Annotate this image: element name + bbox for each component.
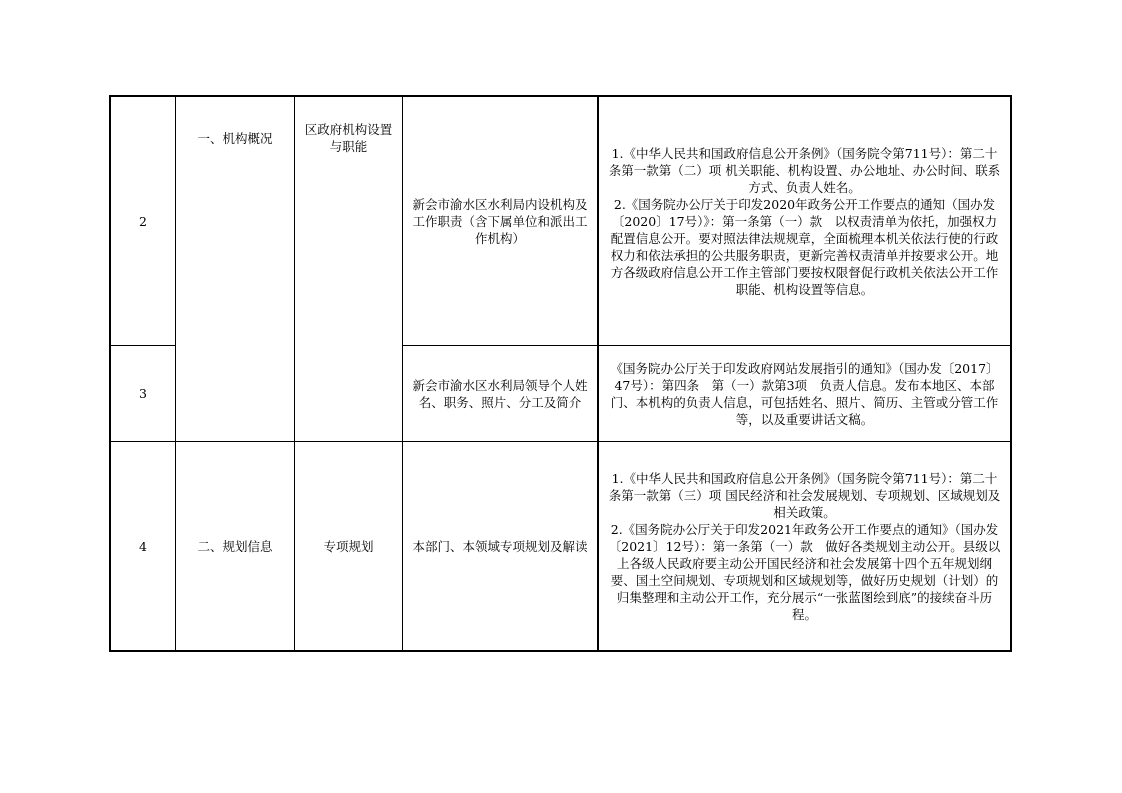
item-cell: 新会市渝水区水利局内设机构及工作职责（含下属单位和派出工作机构） — [412, 196, 588, 246]
table-border-right — [1010, 95, 1012, 652]
basis-cell: 《国务院办公厅关于印发政府网站发展指引的通知》（国办发〔2017〕47号）：第四条 第（一）款第3项 负责人信息。发布本地区、本部门、本机构的负责人信息，可包括姓名、照片、简历、主管或分管工作等，以及重要讲话文稿。 — [610, 360, 999, 427]
row-number: 3 — [139, 386, 147, 401]
category-cell: 一、机构概况 — [197, 131, 273, 146]
subcategory-cell: 专项规划 — [323, 538, 374, 554]
category-cell: 二、规划信息 — [197, 538, 273, 554]
item-cell: 新会市渝水区水利局领导个人姓名、职务、照片、分工及简介 — [412, 377, 588, 410]
subcategory-cell: 区政府机构设置与职能 — [304, 122, 393, 154]
row-number: 2 — [139, 213, 147, 229]
table-border-bottom — [109, 650, 1012, 652]
basis-cell: 1.《中华人民共和国政府信息公开条例》（国务院令第711号）：第二十条第一款第（三）项 国民经济和社会发展规划、专项规划、区域规划及相关政策。 2.《国务院办公厅关于印发2021年政务公开工作要点的通知》（国办发〔2021〕12号）：第一条第（一）款 做好各类规划主动公开。县级以上各级人民政府要主动公开国民经济和社会发展第十四个五年规划纲要、国土空间规划、专项规划和区域规划等，做好历史规划（计划）的归集整理和主动公开工作，充分展示“一张蓝图绘到底”的接续奋斗历程。 — [608, 470, 1001, 622]
row-number: 4 — [139, 538, 147, 554]
basis-cell: 1.《中华人民共和国政府信息公开条例》（国务院令第711号）：第二十条第一款第（二）项 机关职能、机构设置、办公地址、办公时间、联系方式、负责人姓名。 2.《国务院办公厅关于印发2020年政务公开工作要点的通知（国办发〔2020〕17号）》：第一条第（一）款 以权责清单为依托，加强权力配置信息公开。要对照法律法规规章，全面梳理本机关依法行使的行政权力和依法承担的公共服务职责，更新完善权责清单并按要求公开。地方各级政府信息公开工作主管部门要按权限督促行政机关依法公开工作职能、机构设置等信息。 — [608, 145, 1001, 297]
item-cell: 本部门、本领域专项规划及解读 — [412, 538, 588, 554]
